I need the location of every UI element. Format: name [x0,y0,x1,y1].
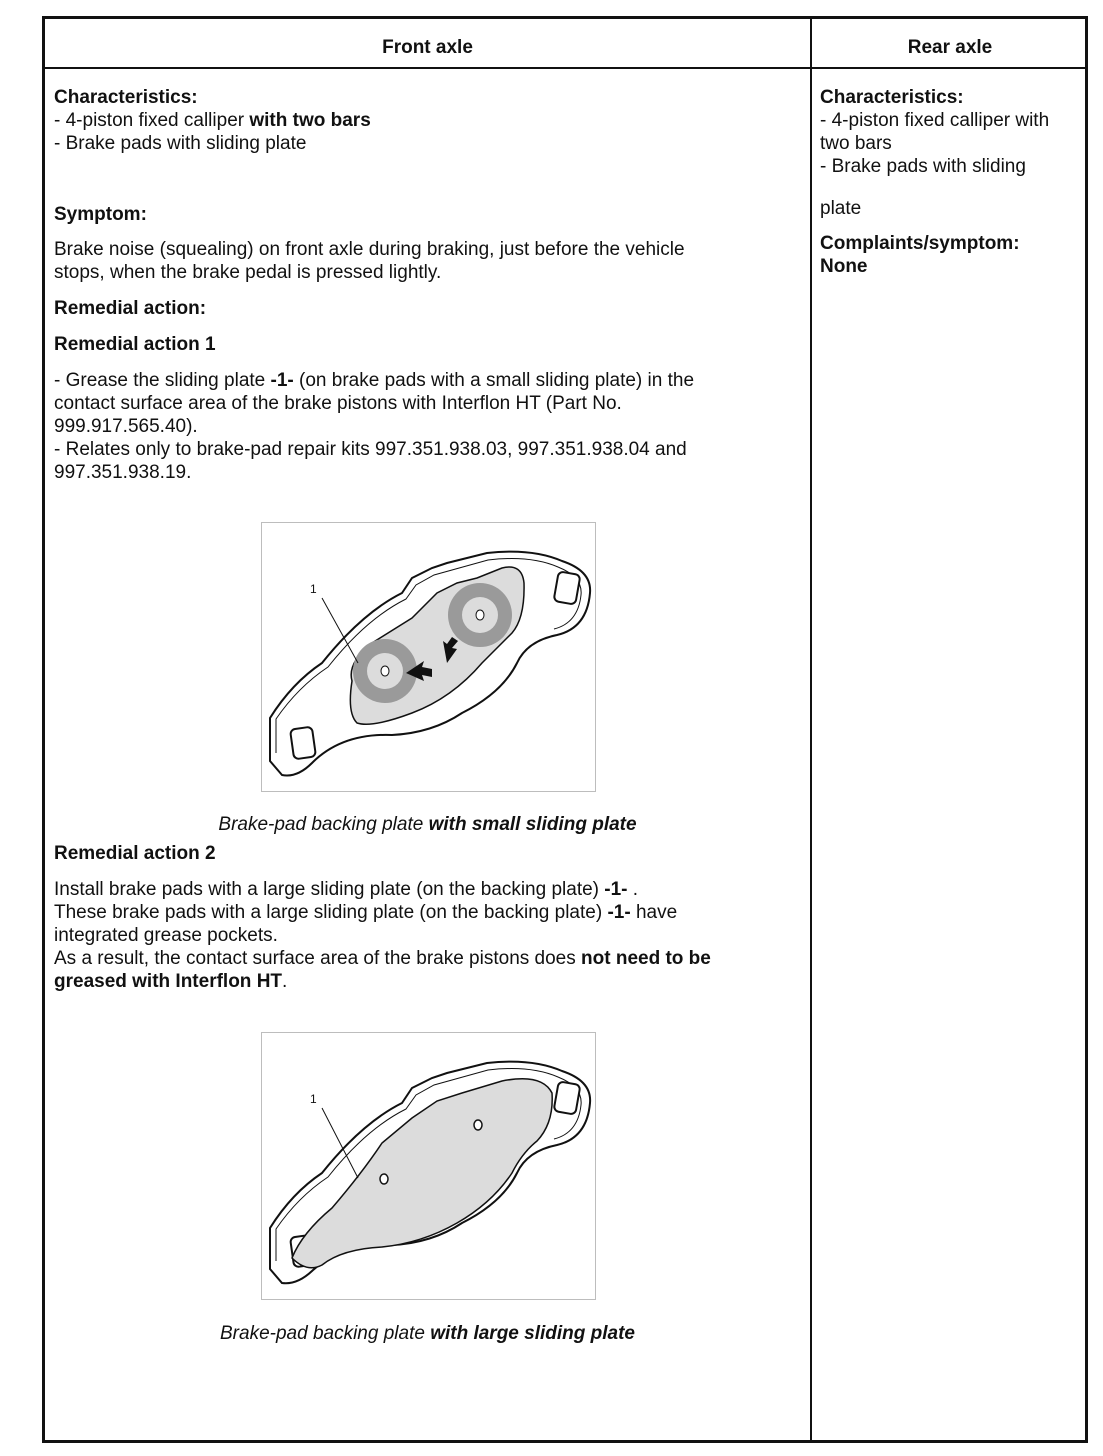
remedial-action-2-line-3: integrated grease pockets. [54,925,278,946]
front-characteristic-2: - Brake pads with sliding plate [54,133,307,154]
front-characteristics-label: Characteristics: [54,87,198,108]
rear-characteristic-line-4: plate [820,198,862,219]
remedial-action-1-line-4: - Relates only to brake-pad repair kits 997.351.938.03, 997.351.938.04 and [54,439,687,460]
remedial-action-2-line-4: As a result, the contact surface area of the brake pistons does not need to be [54,948,711,969]
remedial-action-2-label: Remedial action 2 [54,843,216,864]
remedial-action-1-line-3: 999.917.565.40). [54,416,198,437]
figure-2-caption: Brake-pad backing plate with large sliding plate [220,1323,635,1344]
symptom-text-line-2: stops, when the brake pedal is pressed lightly. [54,262,442,283]
remedial-action-1-label: Remedial action 1 [54,334,216,355]
symptom-text-line-1: Brake noise (squealing) on front axle during braking, just before the vehicle [54,239,685,260]
rear-characteristic-line-2: two bars [820,133,892,154]
rear-complaints-label: Complaints/symptom: [820,233,1020,254]
figure-small-sliding-plate [261,522,596,792]
remedial-action-2-line-1: Install brake pads with a large sliding plate (on the backing plate) -1- . [54,879,639,900]
remedial-action-2-line-5: greased with Interflon HT. [54,971,288,992]
figure-large-sliding-plate [261,1032,596,1300]
document-table [42,16,1088,1443]
brake-pad-large-plate-illustration [262,1033,595,1299]
rear-complaints-value: None [820,256,868,277]
rear-characteristic-line-1: - 4-piston fixed calliper with [820,110,1050,131]
remedial-action-label: Remedial action: [54,298,207,319]
rear-characteristics-label: Characteristics: [820,87,964,108]
fig1-callout-label: 1 [310,582,317,596]
remedial-action-2-line-2: These brake pads with a large sliding plate (on the backing plate) -1- have [54,902,678,923]
figure-1-caption: Brake-pad backing plate with small sliding plate [218,814,637,835]
brake-pad-small-plate-illustration [262,523,595,791]
fig2-callout-label: 1 [310,1092,317,1106]
front-axle-header: Front axle [382,37,473,58]
column-divider [810,19,812,1440]
remedial-action-1-line-5: 997.351.938.19. [54,462,192,483]
remedial-action-1-line-2: contact surface area of the brake pistons with Interflon HT (Part No. [54,393,622,414]
symptom-label: Symptom: [54,204,147,225]
front-characteristic-1: - 4-piston fixed calliper with two bars [54,110,371,131]
rear-characteristic-line-3: - Brake pads with sliding [820,156,1026,177]
rear-axle-header: Rear axle [907,37,993,58]
header-divider [45,67,1085,69]
remedial-action-1-line-1: - Grease the sliding plate -1- (on brake pads with a small sliding plate) in the [54,370,695,391]
